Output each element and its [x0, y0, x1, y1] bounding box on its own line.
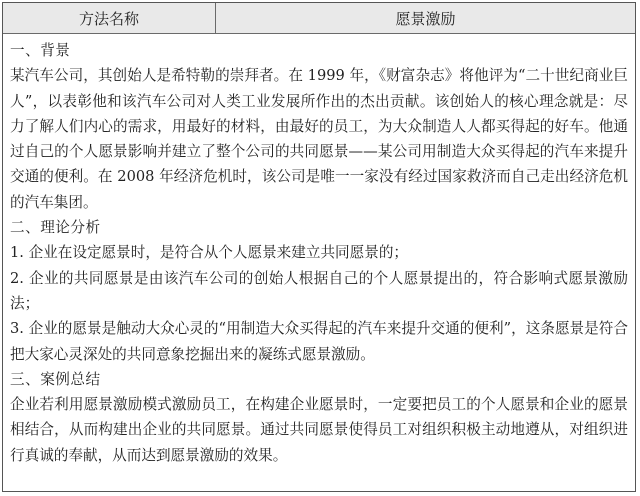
- table-header-row: [3, 3, 635, 34]
- background-paragraph: 某汽车公司，其创始人是希特勒的崇拜者。在 1999 年，《财富杂志》将他评为“二十世纪商业巨人”，以表彰他和该汽车公司对人类工业发展所作出的杰出贡献。该创始人的核心理念就是：尽力了解人们内心的需求，用最好的材料，由最好的员工，为大众制造人人都买得起的好车。他通过自己的个人愿景影响并建立了整个公司的共同愿景——某公司用制造大众买得起的汽车来提升交通的便利。在 2008 年经济危机时，该公司是唯一一家没有经过国家救济而自己走出经济危机的汽车集团。: [10, 67, 628, 211]
- header-method-value: 愿景激励: [395, 9, 456, 28]
- analysis-point-1: 1. 企业在设定愿景时，是符合从个人愿景来建立共同愿景的；: [10, 244, 409, 262]
- analysis-point-2: 2. 企业的共同愿景是由该汽车公司的创始人根据自己的个人愿景提出的，符合影响式愿景激励法；: [10, 269, 628, 312]
- section-heading-summary: 三、案例总结: [10, 370, 101, 388]
- summary-paragraph: 企业若利用愿景激励模式激励员工，在构建企业愿景时，一定要把员工的个人愿景和企业的愿景相结合，从而构建出企业的共同愿景。通过共同愿景使得员工对组织积极主动地遵从，对组织进行真诚的奉献，从而达到愿景激励的效果。: [10, 396, 628, 464]
- method-table: [2, 2, 636, 492]
- section-heading-analysis: 二、理论分析: [10, 219, 101, 237]
- table-content-cell: [3, 34, 635, 468]
- section-heading-background: 一、背景: [10, 42, 71, 59]
- analysis-point-3: 3. 企业的愿景是触动大众心灵的“用制造大众买得起的汽车来提升交通的便利”，这条愿景是符合把大家心灵深处的共同意象挖掘出来的凝练式愿景激励。: [10, 320, 628, 363]
- header-method-name: 方法名称: [3, 3, 216, 33]
